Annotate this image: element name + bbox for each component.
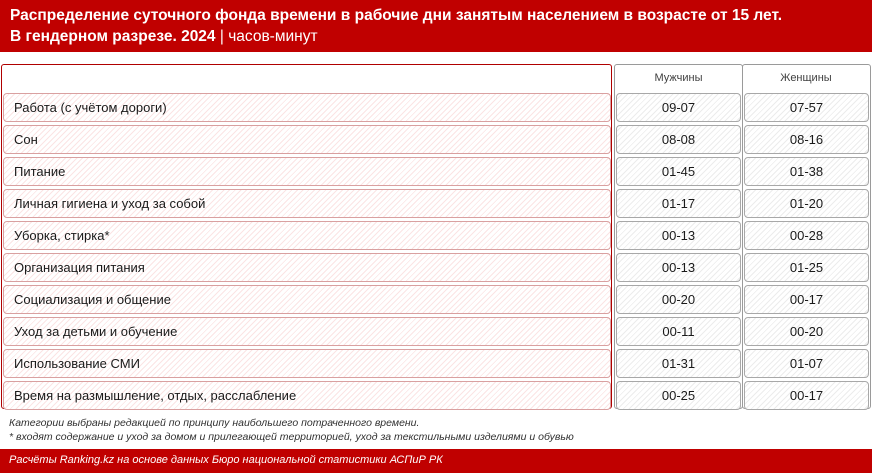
table-row bbox=[0, 93, 872, 122]
row-value-women: 01-07 bbox=[744, 349, 869, 378]
row-value-men: 00-13 bbox=[616, 221, 741, 250]
table-row bbox=[0, 381, 872, 410]
table-row bbox=[0, 349, 872, 378]
table-row bbox=[0, 189, 872, 218]
source-footer: Расчёты Ranking.kz на основе данных Бюро национальной статистики АСПиР РК bbox=[0, 449, 872, 473]
row-value-women: 01-20 bbox=[744, 189, 869, 218]
title-separator: | bbox=[215, 28, 229, 45]
row-value-men: 00-20 bbox=[616, 285, 741, 314]
column-header-men: Мужчины bbox=[654, 72, 703, 84]
header-banner bbox=[0, 0, 872, 52]
table-row bbox=[0, 285, 872, 314]
column-header-women: Женщины bbox=[780, 72, 832, 84]
note-footnote: * входят содержание и уход за домом и прилегающей территорией, уход за текстильными изделиями и обувью bbox=[9, 431, 574, 443]
notes bbox=[9, 416, 869, 444]
row-category-label: Уборка, стирка* bbox=[3, 221, 611, 250]
table-row bbox=[0, 253, 872, 282]
row-value-women: 08-16 bbox=[744, 125, 869, 154]
row-category-label: Питание bbox=[3, 157, 611, 186]
row-value-women: 01-38 bbox=[744, 157, 869, 186]
row-category-label: Социализация и общение bbox=[3, 285, 611, 314]
title-line-1: Распределение суточного фонда времени в рабочие дни занятым населением в возрасте от 15 лет. bbox=[10, 7, 783, 24]
row-value-women: 00-28 bbox=[744, 221, 869, 250]
title-unit: часов-минут bbox=[228, 28, 318, 45]
title-line-2 bbox=[10, 26, 862, 47]
note-categories: Категории выбраны редакцией по принципу наибольшего потраченного времени. bbox=[9, 417, 420, 429]
row-value-women: 07-57 bbox=[744, 93, 869, 122]
row-value-men: 01-17 bbox=[616, 189, 741, 218]
table-row bbox=[0, 157, 872, 186]
row-category-label: Время на размышление, отдых, расслабление bbox=[3, 381, 611, 410]
row-value-women: 00-20 bbox=[744, 317, 869, 346]
row-value-men: 01-31 bbox=[616, 349, 741, 378]
table-row bbox=[0, 125, 872, 154]
row-category-label: Сон bbox=[3, 125, 611, 154]
row-value-women: 00-17 bbox=[744, 381, 869, 410]
row-value-men: 01-45 bbox=[616, 157, 741, 186]
row-value-men: 09-07 bbox=[616, 93, 741, 122]
row-value-women: 00-17 bbox=[744, 285, 869, 314]
row-category-label: Организация питания bbox=[3, 253, 611, 282]
table-row bbox=[0, 221, 872, 250]
row-value-men: 00-13 bbox=[616, 253, 741, 282]
row-value-women: 01-25 bbox=[744, 253, 869, 282]
row-category-label: Личная гигиена и уход за собой bbox=[3, 189, 611, 218]
table-row bbox=[0, 317, 872, 346]
row-category-label: Уход за детьми и обучение bbox=[3, 317, 611, 346]
row-value-men: 00-25 bbox=[616, 381, 741, 410]
row-category-label: Работа (с учётом дороги) bbox=[3, 93, 611, 122]
title-year: В гендерном разрезе. 2024 bbox=[10, 28, 216, 45]
row-value-men: 08-08 bbox=[616, 125, 741, 154]
row-category-label: Использование СМИ bbox=[3, 349, 611, 378]
row-value-men: 00-11 bbox=[616, 317, 741, 346]
